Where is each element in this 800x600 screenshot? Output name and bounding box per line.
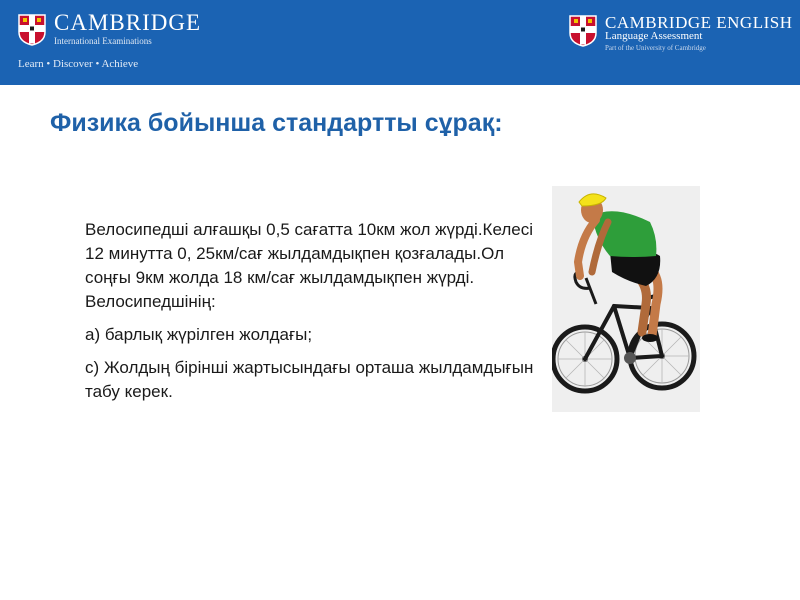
left-brand-tagline: Learn • Discover • Achieve xyxy=(18,58,139,70)
problem-statement: Велосипедші алғашқы 0,5 сағатта 10км жол жүрді.Келесі 12 минутта 0, 25км/сағ жылдамдықпен қозғалады.Ол соңғы 9км жолда 18 км/сағ жылдамдықпен жүрді. Велосипедшінің: xyxy=(85,220,533,311)
right-brand-sub2: Part of the University of Cambridge xyxy=(605,44,706,52)
cyclist-icon xyxy=(552,186,700,412)
right-brand-sub: Language Assessment xyxy=(605,30,703,42)
question-c: с) Жолдың бірінші жартысындағы орташа жылдамдығын табу керек. xyxy=(85,358,534,401)
left-brand-sub: International Examinations xyxy=(54,36,152,46)
cambridge-shield-icon xyxy=(18,14,46,46)
cyclist-illustration xyxy=(552,186,700,412)
slide-body xyxy=(85,218,535,413)
cambridge-shield-icon xyxy=(569,15,597,47)
question-a: а) барлық жүрілген жолдағы; xyxy=(85,325,313,344)
header-bar xyxy=(0,0,800,85)
right-brand-name: CAMBRIDGE ENGLISH xyxy=(605,13,793,32)
left-brand-name: CAMBRIDGE xyxy=(54,10,202,35)
slide-title: Физика бойынша стандартты сұрақ: xyxy=(50,109,503,137)
